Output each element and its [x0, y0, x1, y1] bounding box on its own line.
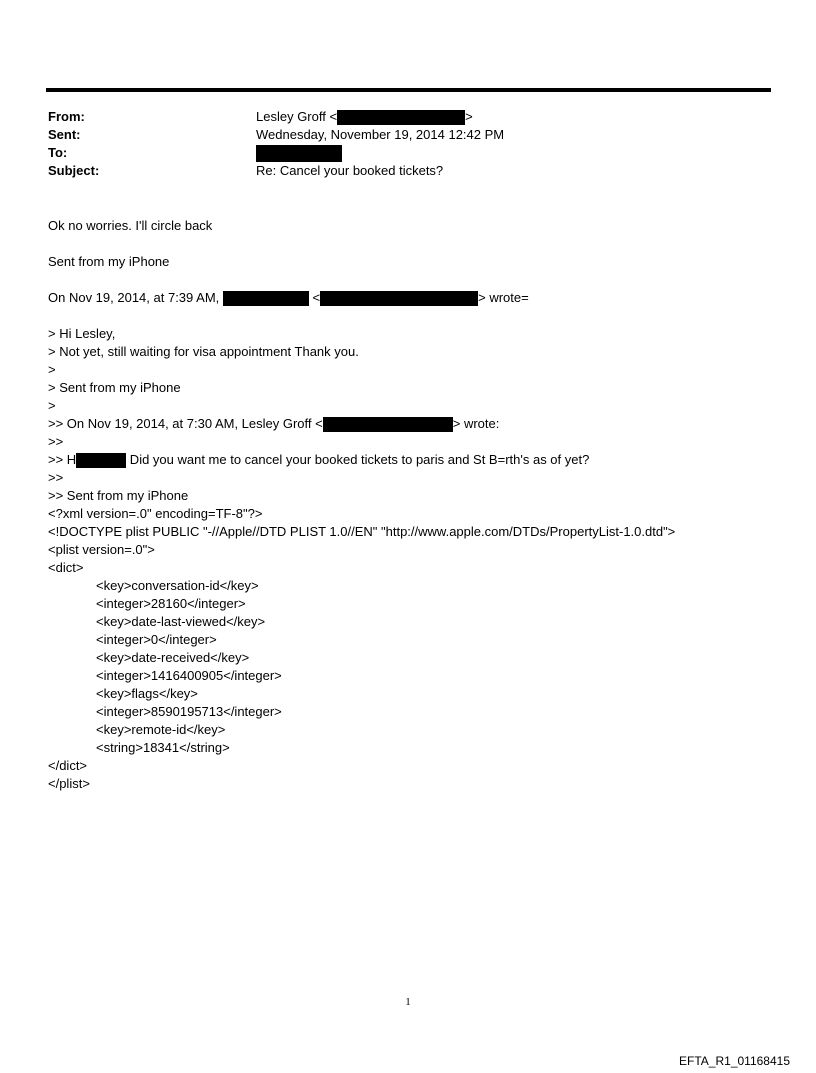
- redaction-block: [323, 417, 453, 432]
- quote-header-end: > wrote:: [452, 416, 500, 431]
- xml-line: <key>date-received</key>: [96, 650, 250, 665]
- xml-line: </dict>: [48, 758, 88, 773]
- quoted-line: >> Sent from my iPhone: [48, 488, 189, 503]
- sent-label: Sent:: [48, 127, 81, 142]
- quoted-line: [48, 451, 675, 469]
- subject-value: Re: Cancel your booked tickets?: [256, 163, 444, 178]
- redaction-block: [337, 110, 465, 125]
- quote-intro: On Nov 19, 2014, at 7:39 AM,: [48, 290, 223, 305]
- redaction-block: [76, 453, 126, 468]
- quoted-line: > Hi Lesley,: [48, 326, 116, 341]
- body-line: Sent from my iPhone: [48, 254, 170, 269]
- from-label: From:: [48, 109, 85, 124]
- xml-line: <plist version=.0">: [48, 542, 155, 557]
- xml-line: <integer>28160</integer>: [96, 596, 246, 611]
- xml-line: </plist>: [48, 776, 90, 791]
- quoted-line: >>: [48, 470, 64, 485]
- to-value: [256, 144, 342, 162]
- quoted-line: >: [48, 398, 56, 413]
- quote-text: Did you want me to cancel your booked tickets to paris and St B=rth's as of yet?: [126, 452, 590, 467]
- xml-line: <integer>0</integer>: [96, 632, 217, 647]
- quote-intro-mid: <: [308, 290, 321, 305]
- xml-line: <integer>8590195713</integer>: [96, 704, 282, 719]
- quote-start: >> H: [48, 452, 77, 467]
- quoted-line: >: [48, 362, 56, 377]
- xml-line: <string>18341</string>: [96, 740, 230, 755]
- quoted-line: > Not yet, still waiting for visa appointment Thank you.: [48, 344, 359, 359]
- xml-line: <?xml version=.0" encoding=TF-8"?>: [48, 506, 263, 521]
- xml-line: <key>remote-id</key>: [96, 722, 226, 737]
- body-line: [48, 289, 675, 307]
- quote-intro-end: > wrote=: [478, 290, 529, 305]
- to-label: To:: [48, 145, 68, 160]
- from-close: >: [465, 109, 473, 124]
- xml-line: <integer>1416400905</integer>: [96, 668, 282, 683]
- xml-line: <key>date-last-viewed</key>: [96, 614, 266, 629]
- from-value: [256, 108, 473, 126]
- xml-line: <key>conversation-id</key>: [96, 578, 259, 593]
- top-rule: [46, 88, 771, 92]
- page-number: 1: [405, 996, 411, 1008]
- email-body: [48, 217, 675, 793]
- from-name: Lesley Groff <: [256, 109, 338, 124]
- subject-label: Subject:: [48, 163, 100, 178]
- quoted-line: [48, 415, 675, 433]
- redaction-block: [223, 291, 309, 306]
- redaction-block: [256, 145, 342, 162]
- quoted-line: >>: [48, 434, 64, 449]
- xml-line: <!DOCTYPE plist PUBLIC "-//Apple//DTD PLIST 1.0//EN" "http://www.apple.com/DTDs/PropertyList-1.0.dtd">: [48, 524, 676, 539]
- quote-header: >> On Nov 19, 2014, at 7:30 AM, Lesley Groff <: [48, 416, 323, 431]
- document-id: EFTA_R1_01168415: [679, 1054, 790, 1068]
- xml-line: <dict>: [48, 560, 84, 575]
- redaction-block: [320, 291, 478, 306]
- quoted-line: > Sent from my iPhone: [48, 380, 181, 395]
- sent-value: Wednesday, November 19, 2014 12:42 PM: [256, 127, 505, 142]
- body-line: Ok no worries. I'll circle back: [48, 218, 213, 233]
- xml-line: <key>flags</key>: [96, 686, 198, 701]
